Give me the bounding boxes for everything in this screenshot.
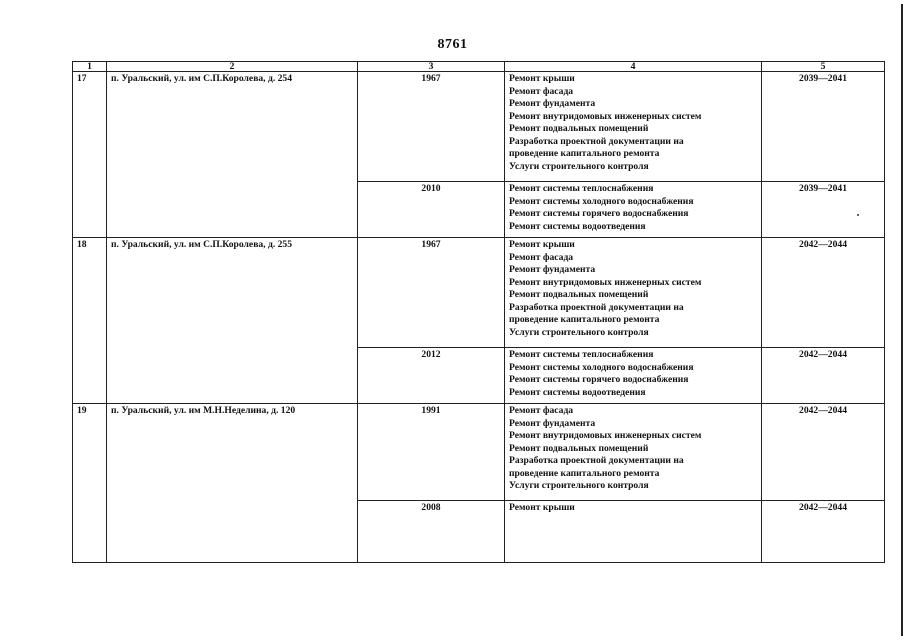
row-number: 19 [73,404,107,563]
work-item: Ремонт фасада [509,251,574,263]
work-item: проведение капитального ремонта [509,467,660,479]
period-cell: 2042—2044 [762,404,885,501]
year-cell: 2008 [358,501,505,563]
scan-edge-line [901,4,903,636]
year-cell: 2010 [358,182,505,238]
column-number-1: 1 [73,62,107,72]
table-row [73,404,885,501]
period-cell: 2042—2044 [762,348,885,404]
year-cell: 2012 [358,348,505,404]
column-number-row [73,62,885,72]
repair-schedule-table [72,61,885,563]
work-item: Услуги строительного контроля [509,160,649,172]
work-item: Ремонт системы холодного водоснабжения [509,195,694,207]
work-item: Ремонт системы горячего водоснабжения [509,208,689,219]
page-number: 8761 [437,37,468,52]
row-number: 17 [73,72,107,238]
column-number-5: 5 [762,62,885,72]
work-item: Ремонт фундамента [509,264,596,275]
work-item: Ремонт фасада [509,85,574,97]
works-list [505,404,762,501]
work-item: Ремонт внутридомовых инженерных систем [509,430,702,441]
table-body [73,72,885,563]
table-row [73,238,885,348]
work-item: Ремонт системы горячего водоснабжения [509,374,689,385]
works-list [505,72,762,182]
table-row [73,72,885,182]
building-address: п. Уральский, ул. им М.Н.Неделина, д. 120 [107,404,358,563]
work-item: Ремонт внутридомовых инженерных систем [509,276,702,288]
period-cell: 2039—2041 [762,72,885,182]
work-item: Разработка проектной документации на [509,301,684,313]
work-item: проведение капитального ремонта [509,148,660,159]
work-item: Разработка проектной документации на [509,455,684,466]
work-item: Ремонт внутридомовых инженерных систем [509,110,702,122]
work-item: Ремонт подвальных помещений [509,289,649,300]
work-item: Ремонт фундамента [509,98,596,109]
year-cell: 1967 [358,238,505,348]
work-item: Ремонт крыши [509,239,575,250]
work-item: проведение капитального ремонта [509,314,660,325]
work-item: Ремонт системы водоотведения [509,386,646,398]
period-cell: 2039—2041 [762,182,885,238]
work-item: Ремонт системы теплоснабжения [509,183,654,194]
work-item: Ремонт системы водоотведения [509,220,646,232]
column-number-3: 3 [358,62,505,72]
work-item: Ремонт фасада [509,405,574,416]
column-number-4: 4 [505,62,762,72]
period-cell: 2042—2044 [762,238,885,348]
work-item: Услуги строительного контроля [509,480,649,491]
row-number: 18 [73,238,107,404]
year-cell: 1991 [358,404,505,501]
work-item: Ремонт подвальных помещений [509,123,649,134]
works-list [505,348,762,404]
year-cell: 1967 [358,72,505,182]
works-list [505,238,762,348]
building-address: п. Уральский, ул. им С.П.Королева, д. 255 [107,238,358,404]
work-item: Ремонт системы холодного водоснабжения [509,361,694,373]
period-cell: 2042—2044 [762,501,885,563]
works-list [505,182,762,238]
work-item: Ремонт подвальных помещений [509,442,649,454]
column-number-2: 2 [107,62,358,72]
work-item: Услуги строительного контроля [509,326,649,338]
works-list [505,501,762,563]
work-item: Разработка проектной документации на [509,135,684,147]
work-item: Ремонт системы теплоснабжения [509,349,654,360]
work-item: Ремонт крыши [509,502,575,513]
building-address: п. Уральский, ул. им С.П.Королева, д. 254 [107,72,358,238]
work-item: Ремонт фундамента [509,417,596,429]
work-item: Ремонт крыши [509,73,575,84]
